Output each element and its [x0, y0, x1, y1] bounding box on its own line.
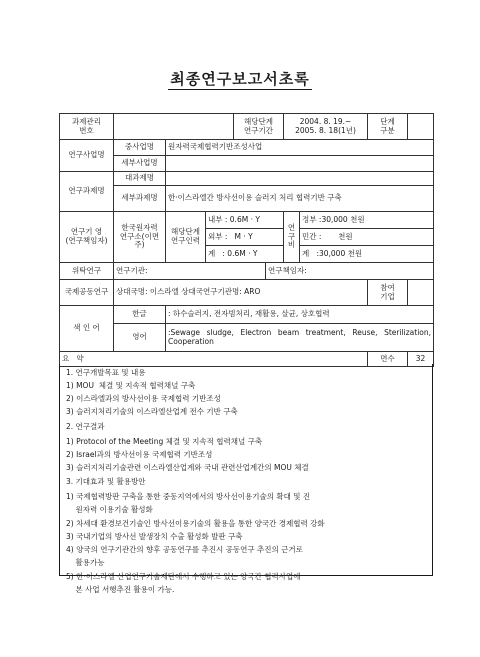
summary-line: 활용가능	[66, 558, 105, 567]
lang-en-label: 영어	[114, 324, 166, 352]
summary-line: 1) MOU 체결 및 지속적 협력채널 구축	[66, 381, 196, 390]
fund-total: 계 :30,000 천원	[300, 246, 434, 263]
main-program-value: 원자력국제협력기반조성사업	[166, 140, 434, 156]
intl-value: 상대국명: 이스라엘 상대국연구기관명: ARO	[114, 280, 368, 306]
summary-line: 본 사업 서행추진 활용이 가능.	[66, 585, 175, 594]
researcher-value: 한국원자력 연구소(이면주)	[114, 212, 166, 263]
summary-line: 2) 이스라엘과의 방사선이용 국제협력 기반조성	[66, 394, 221, 403]
consign-head: 연구책임자:	[266, 263, 434, 280]
pages-label: 면수	[368, 352, 408, 367]
summary-line: 3. 기대효과 및 활용방안	[66, 477, 146, 486]
summary-line: 1. 연구개발목표 및 내용	[66, 368, 146, 377]
consign-org: 연구기관:	[114, 263, 266, 280]
index-label: 색 인 어	[60, 306, 114, 352]
intl-label: 국제공동연구	[60, 280, 114, 306]
fund-private: 민간 : 천원	[300, 229, 434, 246]
lang-ko-label: 한글	[114, 306, 166, 324]
summary-line: 3) 슬러지처리기술관련 이스라엘산업계와 국내 관련산업계간의 MOU 체결	[66, 463, 309, 472]
period-label: 해당단계 연구기간	[234, 114, 284, 140]
stage-value	[408, 114, 434, 140]
consign-label: 위탁연구	[60, 263, 114, 280]
report-title: 최종연구보고서초록	[170, 70, 310, 88]
detail-task-value: 한·이스라엘간 방사선이용 슬러지 처리 협력기반 구축	[166, 186, 434, 212]
participants-label: 참여 기업	[368, 280, 408, 306]
pages-value: 32	[408, 352, 434, 367]
summary-label: 요 약	[60, 352, 368, 367]
manpower-internal: 내부 : 0.6M · Y	[206, 212, 284, 229]
summary-line: 5) 한·이스라엘 산업연구기술재단에서 수행하고 있는 양국간 협력사업에	[66, 572, 301, 581]
manpower-total: 계 : 0.6M · Y	[206, 246, 284, 263]
large-task-value	[166, 172, 434, 186]
summary-line: 2) Israel과의 방사선이용 국제협력 기반조성	[66, 450, 213, 459]
summary-line: 3) 슬러지처리기술의 이스라엘산업계 전수 기반 구축	[66, 407, 238, 416]
program-label: 연구사업명	[60, 140, 114, 172]
project-no-value	[114, 114, 234, 140]
main-program-label: 중사업명	[114, 140, 166, 156]
stage-label: 단계 구분	[368, 114, 408, 140]
summary-line: 3) 국내기업의 방사선 발생장치 수출 활성화 발판 구축	[66, 532, 243, 541]
summary-line: 2) 차세대 환경보건기술인 방사선이용기술의 활용을 통한 양국간 경제협력 강화	[66, 519, 325, 528]
summary-line: 4) 양국의 연구기관간의 향후 공동연구를 추진시 공동연구 추진의 근거로	[66, 545, 303, 554]
detail-task-label: 세부과제명	[114, 186, 166, 212]
keywords-en: :Sewage sludge, Electron beam treatment, Reuse, Sterilization, Cooperation	[166, 324, 434, 352]
manpower-label: 해당단계 연구인력	[166, 212, 206, 263]
fund-gov: 정부 :30,000 천원	[300, 212, 434, 229]
sub-program-value	[166, 156, 434, 172]
manpower-external: 외부 : M · Y	[206, 229, 284, 246]
large-task-label: 대과제명	[114, 172, 166, 186]
summary-line: 1) 국제협력방판 구축을 통한 중동지역에서의 방사선이용기술의 확대 및 진	[66, 492, 311, 501]
summary-line: 1) Protocol of the Meeting 체결 및 지속적 협력채널 구축	[66, 437, 263, 446]
period-value: 2004. 8. 19.~ 2005. 8. 18(1년)	[284, 114, 368, 140]
summary-body	[59, 364, 433, 594]
project-no-label: 과제관리 번호	[60, 114, 114, 140]
summary-line: 2. 연구결과	[66, 422, 105, 431]
sub-program-label: 세부사업명	[114, 156, 166, 172]
fund-label: 연 구 비	[284, 212, 300, 263]
participants-value	[408, 280, 434, 306]
keywords-ko: : 하수슬러지, 전자빔처리, 재활용, 살균, 상호협력	[166, 306, 434, 324]
summary-form-table	[59, 113, 434, 367]
researcher-label: 연구기 영 (연구책임자)	[60, 212, 114, 263]
summary-line: 원자력 이용기술 활성화	[66, 505, 153, 514]
task-label: 연구과제명	[60, 172, 114, 212]
